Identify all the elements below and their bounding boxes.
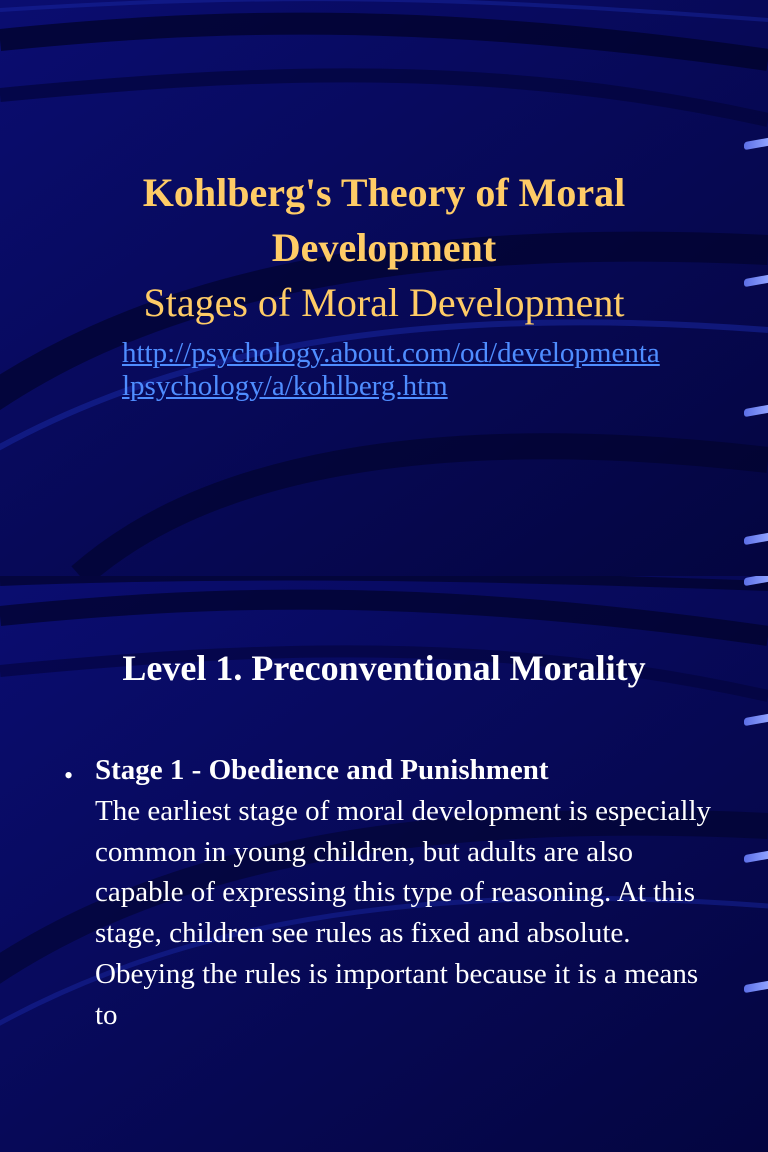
dash-shape (744, 275, 768, 287)
source-link[interactable]: http://psychology.about.com/od/developmentalpsychology/a/kohlberg.htm (122, 337, 660, 402)
bullet-marker: • (64, 761, 74, 790)
edge-decoration (738, 0, 768, 576)
dash-shape (744, 576, 768, 586)
slide-level-1 (0, 576, 768, 1152)
dash-shape (744, 851, 768, 863)
dash-shape (744, 405, 768, 417)
stage-title: Stage 1 - Obedience and Punishment (95, 754, 549, 786)
stage-description: The earliest stage of moral development is especially common in young children, but adults are also capable of expressing this type of reasoning. At this stage, children see rules as fixed and absolute. Obeying the rules is important because it is a means to (95, 794, 712, 1031)
level-heading: Level 1. Preconventional Morality (122, 648, 646, 688)
slide-subtitle: Stages of Moral Development (143, 280, 625, 325)
dash-shape (744, 714, 768, 726)
dash-shape (744, 138, 768, 150)
title-block (40, 165, 728, 330)
slide-title-text: Kohlberg's Theory of Moral Development (142, 170, 626, 270)
dash-shape (744, 981, 768, 993)
stage-1-content (95, 750, 725, 1036)
dash-shape (744, 533, 768, 545)
edge-decoration (738, 576, 768, 1152)
